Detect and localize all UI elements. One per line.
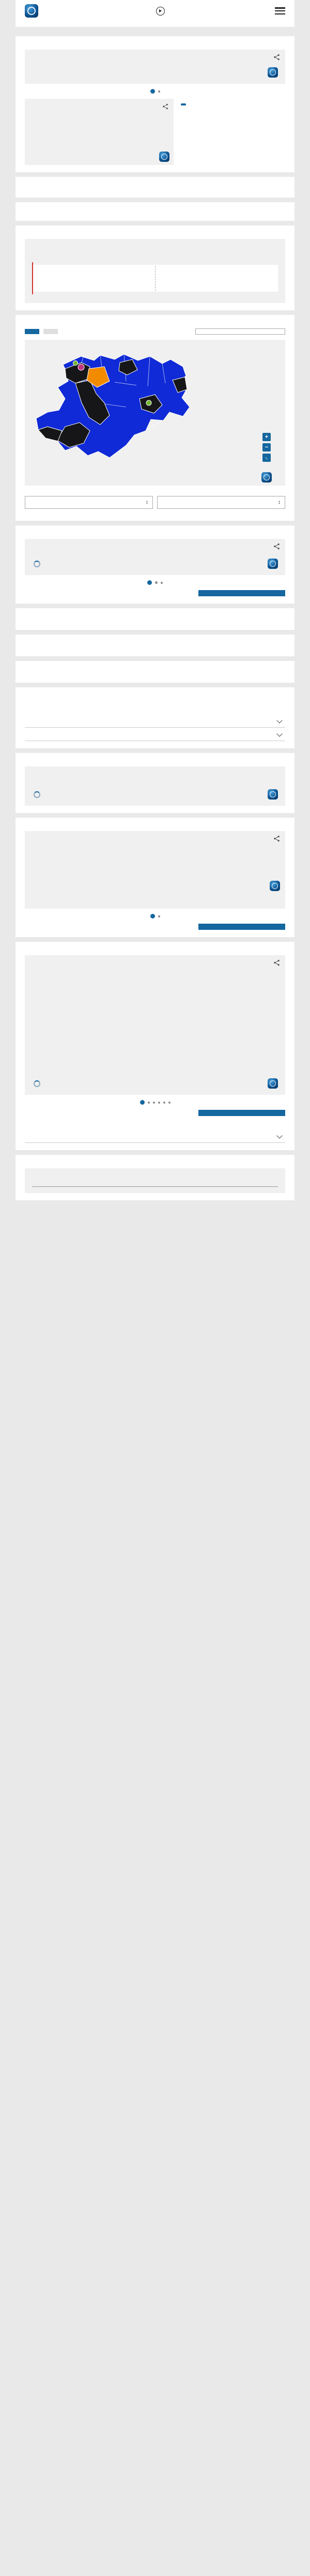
- accordion-exit-poll[interactable]: [25, 728, 285, 741]
- carousel-dot[interactable]: [163, 1102, 165, 1104]
- infratest-dimap-logo: [32, 791, 40, 798]
- section-koalitionsrechner: [16, 225, 295, 310]
- carousel-dot[interactable]: [158, 91, 160, 93]
- tagesschau-logo-icon: [268, 559, 278, 569]
- saxony-map[interactable]: [32, 349, 278, 479]
- parteienvergleich-line-chart: [32, 843, 278, 896]
- tab-wahlkreise[interactable]: [25, 329, 39, 334]
- section-wahlverhalten: [16, 661, 295, 683]
- kandidaten-card: [25, 539, 285, 575]
- carousel-dot[interactable]: [158, 1102, 160, 1104]
- site-header: [16, 0, 295, 27]
- chevron-down-icon: [276, 731, 282, 736]
- voter-migration-chart: [32, 968, 278, 1071]
- tagesschau-logo-icon[interactable]: [25, 4, 38, 18]
- hamburger-menu-icon[interactable]: [275, 7, 285, 14]
- carousel-dot[interactable]: [168, 1102, 171, 1104]
- metric-select[interactable]: ↕: [25, 496, 153, 509]
- overview-teaser[interactable]: [181, 99, 285, 165]
- share-icon[interactable]: [273, 543, 280, 552]
- zoom-out-button[interactable]: −: [262, 443, 271, 451]
- chevron-down-icon: [276, 1133, 282, 1138]
- all-infographics-button[interactable]: [198, 590, 285, 596]
- tagesschau-logo-icon: [270, 881, 280, 891]
- carousel-dot[interactable]: [140, 1100, 145, 1105]
- carousel-dot[interactable]: [150, 914, 155, 918]
- section-waehlerwanderung: [16, 942, 295, 1150]
- carousel-dots: [25, 1100, 285, 1105]
- share-icon[interactable]: [273, 54, 280, 63]
- carousel-dot[interactable]: [155, 581, 158, 584]
- editor-note: [16, 202, 295, 221]
- chevron-down-icon: [276, 717, 282, 723]
- section-parteienvergleiche: [16, 818, 295, 937]
- parteienvergleich-card: [25, 831, 285, 909]
- zoom-in-button[interactable]: +: [262, 433, 271, 441]
- coalition-card: [25, 239, 285, 303]
- tagesschau-logo-icon: [261, 472, 272, 483]
- infratest-dimap-logo: [32, 561, 40, 567]
- play-icon[interactable]: [156, 7, 165, 16]
- carousel-dot[interactable]: [153, 1102, 155, 1104]
- infratest-dimap-logo: [32, 1080, 40, 1087]
- fullscreen-button[interactable]: ↔: [263, 454, 271, 461]
- plz-search-input[interactable]: [195, 328, 285, 335]
- section-wahlkreise: [16, 315, 295, 521]
- coalition-result-area: [32, 265, 278, 292]
- carousel-dot[interactable]: [161, 582, 163, 584]
- carousel-dot[interactable]: [148, 1102, 150, 1104]
- section-wer-waehlte-wen: [16, 753, 295, 813]
- seat-distribution-card: [25, 99, 174, 165]
- section-kandidatenfaktor: [16, 525, 295, 604]
- seat-halfdonut-chart: [70, 110, 161, 156]
- tab-gemeinden[interactable]: [43, 329, 58, 334]
- tagesschau-logo-icon: [268, 789, 278, 800]
- carousel-dots: [25, 914, 285, 918]
- tagesschau-logo-icon: [159, 152, 169, 162]
- all-infographics-button[interactable]: [198, 1110, 285, 1116]
- structure-select[interactable]: ↕: [157, 496, 285, 509]
- tagesschau-logo-icon: [268, 67, 278, 78]
- all-infographics-button[interactable]: [198, 924, 285, 930]
- result-chart-card: [25, 50, 285, 84]
- saxony-map-svg[interactable]: [32, 349, 203, 478]
- section-absolute-stimmen: [16, 1155, 295, 1200]
- carousel-dots: [25, 89, 285, 94]
- breadcrumb: [25, 18, 285, 27]
- carousel-dot[interactable]: [150, 89, 155, 94]
- grafiken-badge: [181, 103, 186, 106]
- waehlerwanderung-card: [25, 955, 285, 1095]
- absolute-stimmen-card: [25, 1168, 285, 1193]
- wer-waehlte-wen-card: [25, 766, 285, 806]
- tagesschau-logo-icon: [268, 1078, 278, 1089]
- section-historisches: [16, 687, 295, 748]
- accordion-vorwahl-umfragen[interactable]: [25, 714, 285, 728]
- carousel-dots: [25, 580, 285, 585]
- section-result: [16, 36, 295, 172]
- turnout-card: [16, 177, 295, 198]
- share-icon[interactable]: [162, 103, 168, 112]
- section-wahlentscheidung: [16, 608, 295, 630]
- table-header: [32, 1180, 278, 1187]
- accordion-wanderungen[interactable]: [25, 1129, 285, 1143]
- carousel-dot[interactable]: [147, 580, 152, 585]
- carousel-dot[interactable]: [158, 915, 160, 917]
- map-card: [25, 340, 285, 486]
- map-note: [200, 346, 278, 347]
- section-parteien-waehlersicht: [16, 635, 295, 656]
